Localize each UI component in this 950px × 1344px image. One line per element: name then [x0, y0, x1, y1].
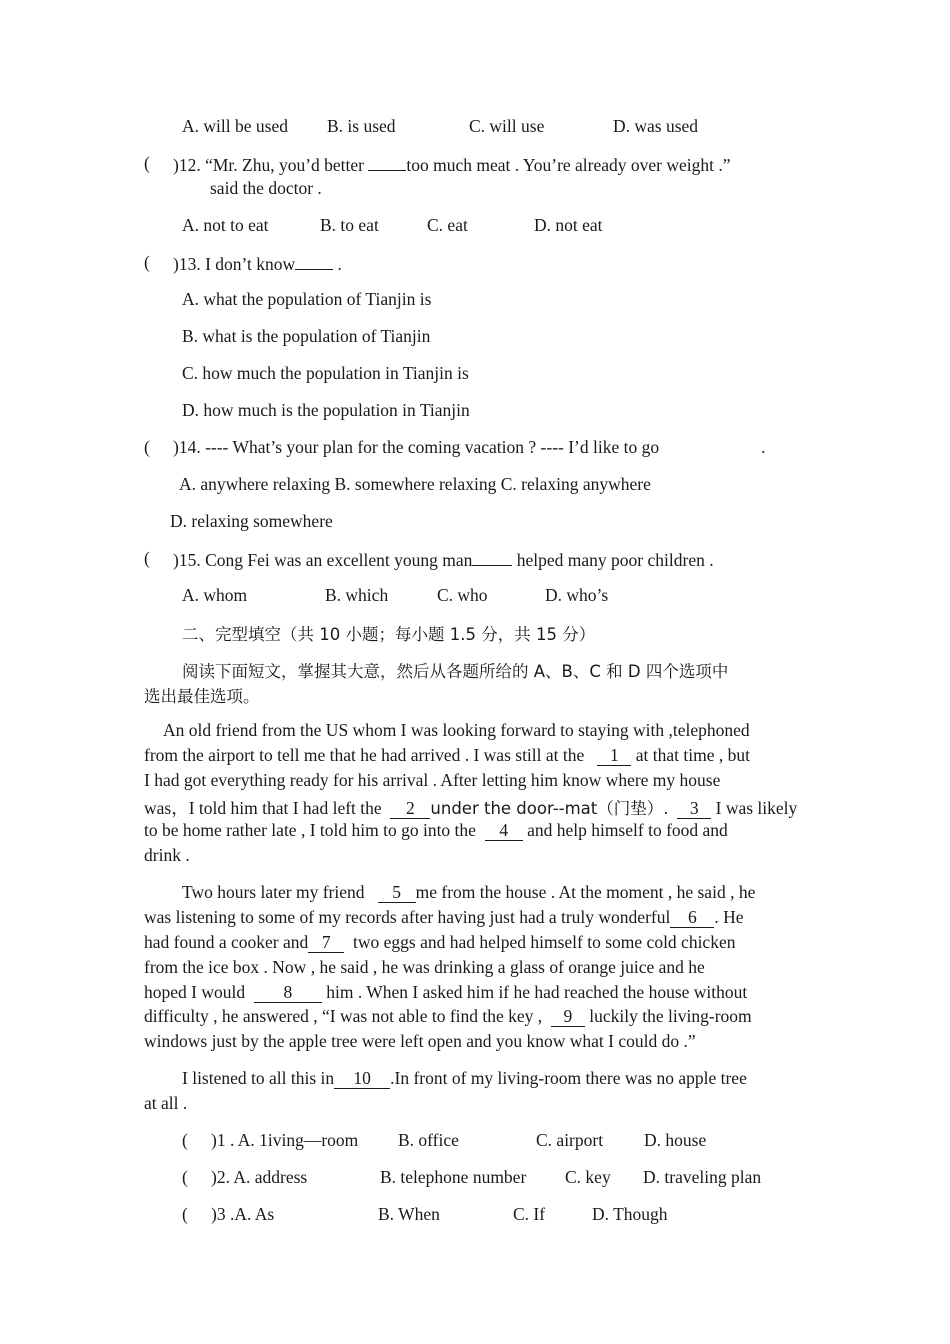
- option-b: B. is used: [327, 116, 396, 136]
- passage-text: was，I told him that I had left the: [144, 798, 382, 818]
- cloze-blank-9: 9: [551, 1006, 585, 1027]
- passage-text: from the airport to tell me that he had arrived . I was still at the: [144, 745, 585, 765]
- option-a: A. will be used: [182, 116, 288, 136]
- option-b: B. which: [325, 585, 389, 605]
- option-a: A. whom: [182, 585, 248, 605]
- option-d: D. Though: [592, 1204, 668, 1224]
- passage-line: windows just by the apple tree were left open and you know what I could do .”: [144, 1031, 696, 1051]
- passage-line: from the ice box . Now , he said , he was drinking a glass of orange juice and he: [144, 957, 705, 977]
- option-c: C. will use: [469, 116, 545, 136]
- stem-end: .: [337, 254, 342, 274]
- passage-text: had found a cooker and: [144, 932, 309, 952]
- cloze-blank-10: 10: [334, 1068, 390, 1089]
- passage-text: luckily the living-room: [589, 1006, 752, 1026]
- stem-text-rest: helped many poor children .: [516, 550, 714, 570]
- option-c: C. who: [437, 585, 488, 605]
- passage-line: [144, 982, 747, 1003]
- answer-blank: [368, 153, 406, 171]
- passage-text: was listening to some of my records after having just had a truly wonderful: [144, 907, 671, 927]
- passage-line: [144, 745, 750, 766]
- section-instructions-line2: 选出最佳选项。: [144, 687, 260, 706]
- passage-text: under the door--mat（门垫）.: [430, 799, 669, 818]
- passage-text: at that time , but: [635, 745, 750, 765]
- option-a: )1 . A. 1iving—room: [211, 1130, 359, 1150]
- cloze-blank-5: 5: [378, 882, 416, 903]
- answer-paren: (: [182, 1167, 188, 1187]
- passage-line: I had got everything ready for his arrival . After letting him know where my house: [144, 770, 721, 790]
- option-b: B. telephone number: [380, 1167, 527, 1187]
- option-b: B. what is the population of Tianjin: [182, 326, 431, 346]
- option-c: C. key: [565, 1167, 611, 1187]
- question-stem: [173, 548, 714, 571]
- passage-line: [144, 795, 797, 820]
- stem-text: )13. I don’t know: [173, 254, 296, 274]
- passage-text: I listened to all this in: [182, 1068, 335, 1088]
- cloze-blank-1: 1: [597, 745, 631, 766]
- option-b: B. office: [398, 1130, 459, 1150]
- passage-line: drink .: [144, 845, 190, 865]
- option-c: C. If: [513, 1204, 546, 1224]
- option-d: D. was used: [613, 116, 699, 136]
- stem-text: )12. “Mr. Zhu, you’d better: [173, 155, 364, 175]
- option-b: B. When: [378, 1204, 440, 1224]
- option-d: D. house: [644, 1130, 707, 1150]
- section-instructions-line1: 阅读下面短文，掌握其大意，然后从各题所给的 A、B、C 和 D 四个选项中: [182, 662, 729, 681]
- cloze-blank-2: 2: [390, 798, 430, 819]
- answer-paren: (: [144, 153, 150, 173]
- answer-paren: (: [144, 437, 150, 457]
- stem-text: )15. Cong Fei was an excellent young man: [173, 550, 473, 570]
- passage-text: and help himself to food and: [527, 820, 728, 840]
- passage-text: Two hours later my friend: [182, 882, 365, 902]
- section-title: 二、完型填空（共 10 小题；每小题 1.5 分，共 15 分）: [182, 625, 596, 644]
- passage-text: me from the house . At the moment , he said , he: [415, 882, 756, 902]
- passage-text: to be home rather late , I told him to go into the: [144, 820, 476, 840]
- passage-line: An old friend from the US whom I was looking forward to staying with ,telephoned: [163, 720, 750, 740]
- passage-line: [144, 932, 735, 953]
- passage-text: two eggs and had helped himself to some cold chicken: [353, 932, 736, 952]
- option-a: )3 .A. As: [211, 1204, 275, 1224]
- answer-paren: (: [144, 252, 150, 272]
- passage-line: [182, 882, 755, 903]
- option-a: )2. A. address: [211, 1167, 308, 1187]
- question-stem: [173, 252, 342, 275]
- passage-line: [144, 820, 728, 841]
- passage-line: [182, 1068, 747, 1089]
- cloze-blank-7: 7: [308, 932, 344, 953]
- answer-blank: [295, 252, 333, 270]
- answer-paren: (: [182, 1204, 188, 1224]
- option-c: C. airport: [536, 1130, 604, 1150]
- option-d: D. traveling plan: [643, 1167, 762, 1187]
- passage-text: I was likely: [715, 798, 798, 818]
- question-stem: )14. ---- What’s your plan for the coming vacation ? ---- I’d like to go: [173, 437, 660, 457]
- passage-line: [144, 907, 744, 928]
- option-d: D. who’s: [545, 585, 609, 605]
- option-d: D. how much is the population in Tianjin: [182, 400, 470, 420]
- cloze-blank-8: 8: [254, 982, 322, 1003]
- option-a: A. what the population of Tianjin is: [182, 289, 432, 309]
- option-c: C. eat: [427, 215, 468, 235]
- passage-text: hoped I would: [144, 982, 246, 1002]
- cloze-blank-3: 3: [677, 798, 711, 819]
- stem-line2: said the doctor .: [210, 178, 322, 198]
- passage-line: at all .: [144, 1093, 188, 1113]
- passage-text: difficulty , he answered , “I was not able to find the key ,: [144, 1006, 543, 1026]
- option-a: A. not to eat: [182, 215, 269, 235]
- option-d: D. not eat: [534, 215, 603, 235]
- options-line2: D. relaxing somewhere: [170, 511, 333, 531]
- stem-end: .: [761, 437, 766, 457]
- cloze-blank-4: 4: [485, 820, 523, 841]
- answer-blank: [472, 548, 512, 566]
- stem-text-rest: too much meat . You’re already over weight .”: [406, 155, 731, 175]
- options-line1: A. anywhere relaxing B. somewhere relaxing C. relaxing anywhere: [179, 474, 651, 494]
- passage-text: . He: [714, 907, 744, 927]
- passage-line: [144, 1006, 752, 1027]
- question-stem: [173, 153, 731, 176]
- passage-text: .In front of my living-room there was no apple tree: [390, 1068, 747, 1088]
- answer-paren: (: [144, 548, 150, 568]
- answer-paren: (: [182, 1130, 188, 1150]
- option-b: B. to eat: [320, 215, 379, 235]
- cloze-blank-6: 6: [670, 907, 714, 928]
- passage-text: him . When I asked him if he had reached the house without: [326, 982, 748, 1002]
- option-c: C. how much the population in Tianjin is: [182, 363, 469, 383]
